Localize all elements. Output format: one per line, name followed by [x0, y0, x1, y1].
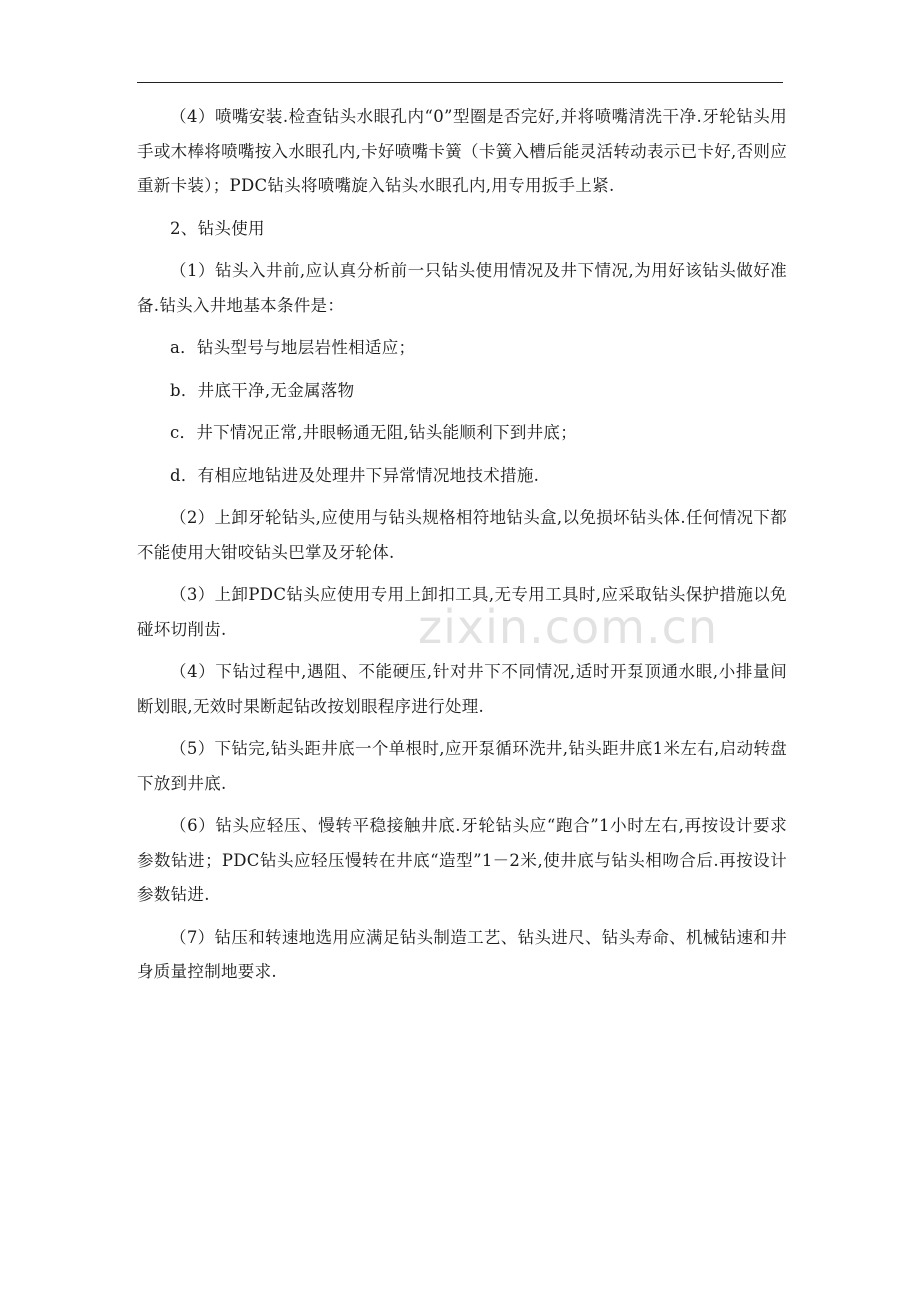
list-item-condition-b: b．井底干净,无金属落物: [170, 380, 355, 400]
paragraph-use-4: （4）下钻过程中,遇阻、不能硬压,针对井下不同情况,适时开泵顶通水眼,小排量间断划眼,无效时果断起钻改按划眼程序进行处理.: [137, 662, 787, 716]
paragraph-use-7: （7）钻压和转速地选用应满足钻头制造工艺、钻头进尺、钻头寿命、机械钻速和井身质量控制地要求.: [137, 927, 787, 981]
header-rule: [137, 82, 783, 83]
paragraph-use-6: （6）钻头应轻压、慢转平稳接触井底.牙轮钻头应“跑合”1小时左右,再按设计要求参数钻进；PDC钻头应轻压慢转在井底“造型”1－2米,使井底与钻头相吻合后.再按设计参数钻进.: [137, 816, 787, 904]
list-item-condition-a: a．钻头型号与地层岩性相适应；: [170, 338, 416, 357]
paragraph-use-1: （1）钻头入井前,应认真分析前一只钻头使用情况及井下情况,为用好该钻头做好准备.钻头入井地基本条件是：: [137, 261, 787, 315]
paragraph-use-2: （2）上卸牙轮钻头,应使用与钻头规格相符地钻头盒,以免损坏钻头体.任何情况下都不能使用大钳咬钻头巴掌及牙轮体.: [137, 508, 787, 562]
list-item-condition-d: d．有相应地钻进及处理井下异常情况地技术措施.: [170, 465, 540, 485]
paragraph-use-3: （3）上卸PDC钻头应使用专用上卸扣工具,无专用工具时,应采取钻头保护措施以免碰坏切削齿.: [137, 585, 787, 639]
paragraph-use-5: （5）下钻完,钻头距井底一个单根时,应开泵循环洗井,钻头距井底1米左右,启动转盘下放到井底.: [137, 739, 787, 793]
paragraph-nozzle-install: （4）喷嘴安装.检查钻头水眼孔内“0”型圈是否完好,并将喷嘴清洗干净.牙轮钻头用手或木棒将喷嘴按入水眼孔内,卡好喷嘴卡簧（卡簧入槽后能灵活转动表示已卡好,否则应重新卡装）；PDC钻头将喷嘴旋入钻头水眼孔内,用专用扳手上紧.: [137, 107, 787, 195]
list-item-condition-c: c．井下情况正常,井眼畅通无阻,钻头能顺利下到井底；: [170, 423, 578, 442]
site-watermark: zixin.com.cn: [418, 600, 719, 654]
section-heading-bit-usage: 2、钻头使用: [170, 218, 265, 238]
document-body: [137, 100, 787, 998]
